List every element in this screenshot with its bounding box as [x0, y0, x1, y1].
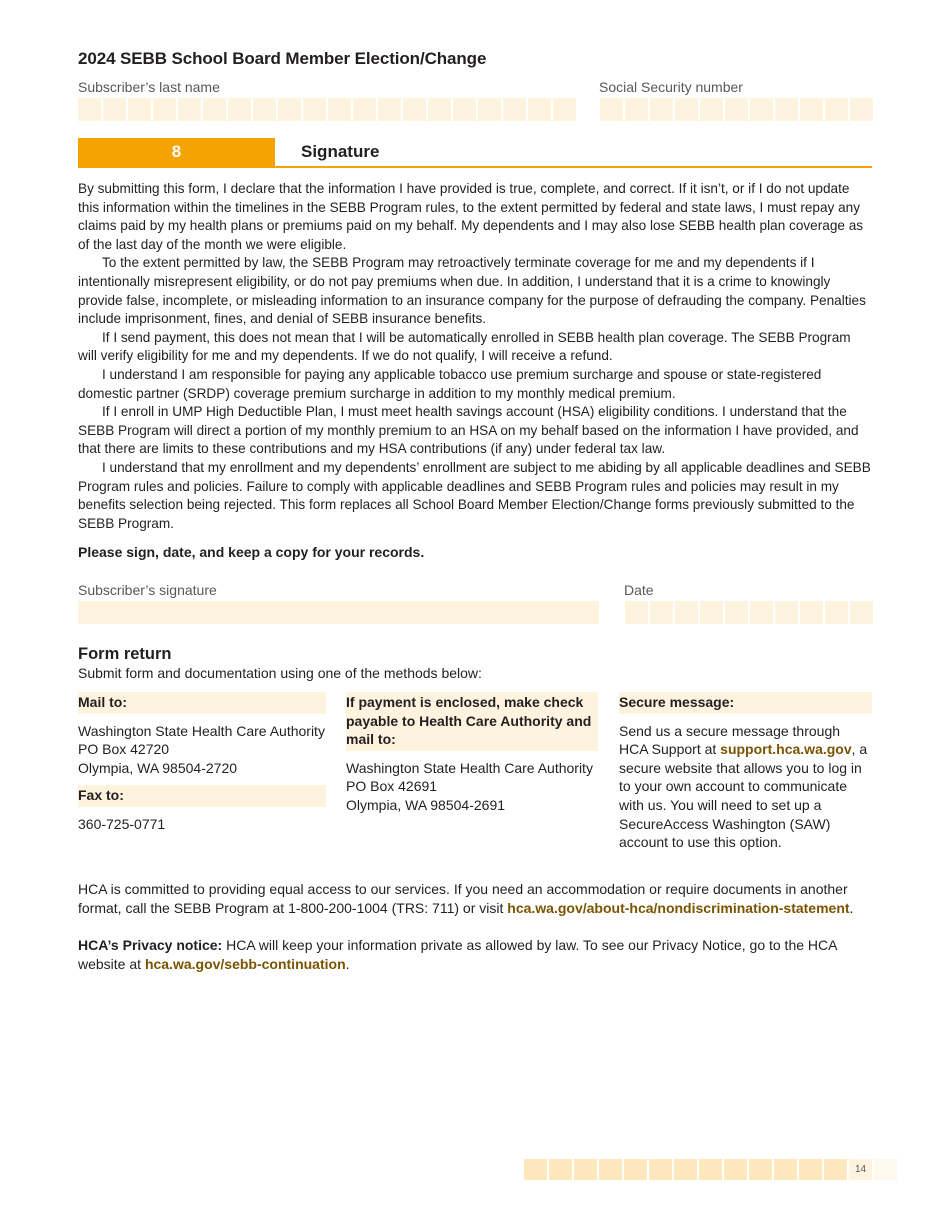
privacy-end: . — [345, 955, 350, 972]
section-title: Signature — [301, 142, 380, 161]
secure-text-after: , a secure website that allows you to log in to your own account to communicate with us. You will need to set up a SecureAccess Washington (SAW) account to use this option. — [619, 741, 868, 851]
payment-heading: If payment is enclosed, make check payable to Health Care Authority and mail to: — [346, 692, 598, 751]
privacy-label: HCA’s Privacy notice: — [78, 937, 223, 953]
secure-heading: Secure message: — [619, 692, 872, 714]
sign-note: Please sign, date, and keep a copy for your records. — [78, 544, 425, 560]
date-input[interactable] — [625, 601, 873, 624]
paragraph: I understand that my enrollment and my dependents’ enrollment are subject to me abiding by all applicable deadlines and SEBB Program rules and policies. Failure to comply with applicable deadlines and SEBB Program rules and policies may result in my benefits selection being rejected. This form replaces all School Board Member Election/Change forms previously submitted to the SEBB Program. — [78, 459, 871, 531]
ssn-label: Social Security number — [599, 79, 743, 95]
paragraph: If I enroll in UMP High Deductible Plan, I must meet health savings account (HSA) eligibility conditions. I understand that the SEBB Program will direct a portion of my monthly premium to an HSA on my behalf based on the information I have provided, and that there are limits to these contributions and my HSA contributions (if any) under federal tax law. — [78, 404, 859, 457]
last-name-input[interactable] — [78, 98, 576, 121]
payment-column — [346, 692, 598, 815]
fax-heading: Fax to: — [78, 785, 326, 807]
last-name-label: Subscriber’s last name — [78, 79, 220, 95]
mail-column — [78, 692, 326, 834]
support-link[interactable]: support.hca.wa.gov — [720, 741, 852, 758]
privacy-text: HCA will keep your information private as allowed by law. To see our Privacy Notice, go to the HCA website at — [78, 937, 837, 972]
paragraph: I understand I am responsible for paying any applicable tobacco use premium surcharge and spouse or state-registered domestic partner (SRDP) coverage premium surcharge in addition to my monthly medical premium. — [78, 366, 822, 401]
signature-label: Subscriber’s signature — [78, 582, 217, 598]
address-line: Olympia, WA 98504-2720 — [78, 759, 238, 776]
address-line: PO Box 42691 — [346, 778, 438, 795]
secure-column — [619, 692, 872, 852]
section-header — [78, 138, 872, 168]
address-line: Olympia, WA 98504-2691 — [346, 796, 506, 813]
mail-heading: Mail to: — [78, 692, 326, 714]
access-end: . — [849, 899, 854, 916]
ssn-input[interactable] — [600, 98, 873, 121]
form-return-title: Form return — [78, 645, 172, 663]
page-number: 14 — [849, 1159, 872, 1180]
secure-text — [619, 722, 872, 852]
payment-address — [346, 759, 598, 815]
access-notice — [78, 880, 872, 917]
access-text: HCA is committed to providing equal access to our services. If you need an accommodation or require documents in another format, call the SEBB Program at 1-800-200-1004 (TRS: 711) or visit — [78, 881, 848, 916]
signature-field[interactable] — [78, 601, 599, 624]
form-return-subtitle: Submit form and documentation using one of the methods below: — [78, 665, 482, 681]
date-label: Date — [624, 582, 654, 598]
secure-text-before: Send us a secure message through HCA Support at — [619, 722, 841, 758]
fax-number: 360-725-0771 — [78, 815, 166, 832]
form-title: 2024 SEBB School Board Member Election/Change — [78, 49, 487, 68]
paragraph: By submitting this form, I declare that the information I have provided is true, complete, and correct. If it isn’t, or if I do not update this information within the timelines in the SEBB Program rules, to the extent permitted by federal and state laws, I must repay any claims paid by my health plans or premiums paid on my behalf. My dependents and I may also lose SEBB health plan coverage as of the last day of the month we were eligible. — [78, 181, 864, 252]
continuation-link[interactable]: hca.wa.gov/sebb-continuation — [144, 955, 346, 972]
privacy-notice — [78, 936, 872, 973]
address-line: Washington State Health Care Authority — [78, 722, 325, 739]
page-footer-strip — [524, 1159, 897, 1180]
section-number: 8 — [78, 138, 275, 166]
paragraph: If I send payment, this does not mean that I will be automatically enrolled in SEBB health plan coverage. The SEBB Program will verify eligibility for me and my dependents. If we do not qualify, I will receive a refund. — [78, 329, 851, 364]
nondiscrimination-link[interactable]: hca.wa.gov/about-hca/nondiscrimination-statement — [507, 899, 850, 916]
declaration-text — [78, 180, 872, 533]
address-line: Washington State Health Care Authority — [346, 759, 593, 776]
mail-address — [78, 722, 326, 778]
address-line: PO Box 42720 — [78, 741, 170, 758]
paragraph: To the extent permitted by law, the SEBB Program may retroactively terminate coverage for me and my dependents if I intentionally misrepresent eligibility, or do not pay premiums when due. In addition, I understand that it is a crime to knowingly provide false, incomplete, or misleading information to an insurance company for the purpose of defrauding the company. Penalties include imprisonment, fines, and denial of SEBB insurance benefits. — [78, 255, 866, 327]
